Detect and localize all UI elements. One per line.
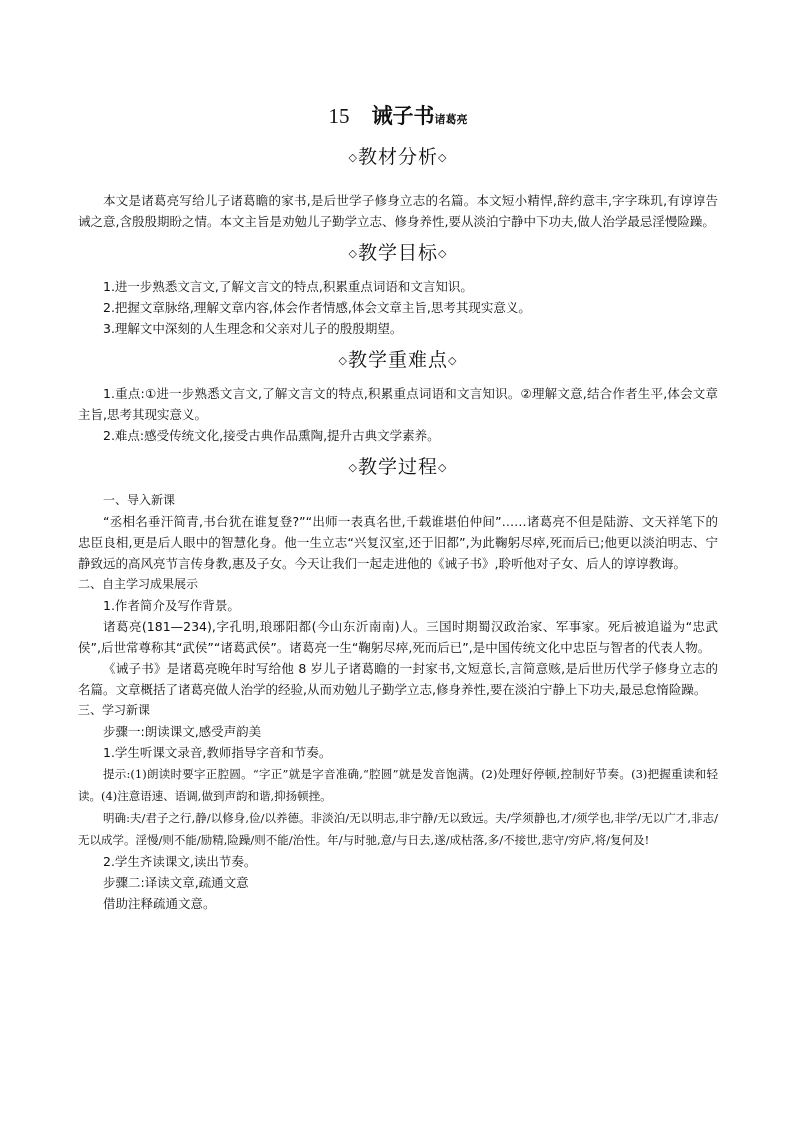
lesson-name: 诫子书 [371, 103, 435, 128]
lesson-title [78, 96, 718, 136]
background-paragraph: 《诫子书》是诸葛亮晚年时写给他 8 岁儿子诸葛瞻的一封家书,文短意长,言简意赅,是后世历代学子修身立志的名篇。文章概括了诸葛亮做人治学的经验,从而劝勉儿子勤学立志,修身养性,要在淡泊宁静上下功夫,最忌怠惰险躁。 [78, 661, 718, 697]
section-heading-process [78, 450, 718, 484]
section-heading-text: 教学目标 [357, 242, 438, 264]
diamond-icon: ◇ [448, 354, 458, 367]
process-heading-3: 三、学习新课 [78, 703, 151, 717]
step-heading: 步骤一:朗读课文,感受声韵美 [103, 724, 262, 739]
goal-item: 1.进一步熟悉文言文,了解文言文的特点,积累重点词语和文言知识。 [103, 279, 473, 294]
diamond-icon: ◇ [348, 247, 358, 260]
section-heading-key-points [78, 343, 718, 377]
section-heading-goals [78, 236, 718, 270]
step-item: 2.学生齐读课文,读出节奏。 [103, 854, 257, 869]
intro-paragraph: “丞相名垂汗简青,书台犹在谁复登?”“出师一表真名世,千载谁堪伯仲间”……诸葛亮不但是陆游、文天祥笔下的忠臣良相,更是后人眼中的智慧化身。他一生立志“兴复汉室,还于旧都”,为此鞠躬尽瘁,死而后已;他更以淡泊明志、宁静致远的高风亮节言传身教,惠及子女。今天让我们一起走进他的《诫子书》,聆听他对子女、后人的谆谆教诲。 [78, 514, 718, 571]
section-heading-analysis [78, 140, 718, 174]
goal-item: 2.把握文章脉络,理解文章内容,体会作者情感,体会文章主旨,思考其现实意义。 [103, 300, 531, 315]
process-heading-2: 二、自主学习成果展示 [78, 577, 199, 591]
lesson-number: 15 [328, 104, 350, 128]
author-bio-paragraph: 诸葛亮(181—234),字孔明,琅琊阳都(今山东沂南南)人。三国时期蜀汉政治家、军事家。死后被追谥为“忠武侯”,后世常尊称其“武侯”“诸葛武侯”。诸葛亮一生“鞠躬尽瘁,死而后已”,是中国传统文化中忠臣与智者的代表人物。 [78, 619, 718, 655]
section-heading-text: 教学重难点 [347, 349, 448, 371]
subsection-heading: 1.作者简介及写作背景。 [103, 598, 240, 613]
diamond-icon: ◇ [348, 461, 358, 474]
clarify-paragraph: 明确:夫/君子之行,静/以修身,俭/以养德。非淡泊/无以明志,非宁静/无以致远。夫/学须静也,才/须学也,非学/无以广才,非志/无以成学。淫慢/则不能/励精,险躁/则不能/治性。年/与时驰,意/与日去,遂/成枯落,多/不接世,悲守/穷庐,将/复何及! [78, 811, 718, 847]
tip-paragraph: 提示:(1)朗读时要字正腔圆。“字正”就是字音准确,“腔圆”就是发音饱满。(2)处理好停顿,控制好节奏。(3)把握重读和轻读。(4)注意语速、语调,做到声韵和谐,抑扬顿挫。 [78, 767, 718, 803]
diamond-icon: ◇ [438, 151, 448, 164]
goal-item: 3.理解文中深刻的人生理念和父亲对儿子的殷殷期望。 [103, 321, 403, 336]
step-heading: 步骤二:译读文章,疏通文意 [103, 875, 249, 890]
process-heading-1: 一、导入新课 [103, 493, 176, 507]
step-text: 借助注释疏通文意。 [103, 896, 216, 911]
key-point-item: 1.重点:①进一步熟悉文言文,了解文言文的特点,积累重点词语和文言知识。②理解文意,结合作者生平,体会文章主旨,思考其现实意义。 [78, 386, 718, 422]
section-heading-text: 教学过程 [357, 456, 438, 478]
step-item: 1.学生听课文录音,教师指导字音和节奏。 [103, 745, 332, 760]
lesson-author: 诸葛亮 [434, 113, 468, 126]
diamond-icon: ◇ [348, 151, 358, 164]
diamond-icon: ◇ [338, 354, 348, 367]
document-page [78, 96, 718, 914]
key-point-item: 2.难点:感受传统文化,接受古典作品熏陶,提升古典文学素养。 [103, 428, 440, 443]
analysis-paragraph: 本文是诸葛亮写给儿子诸葛瞻的家书,是后世学子修身立志的名篇。本文短小精悍,辞约意丰,字字珠玑,有谆谆告诫之意,含殷殷期盼之情。本文主旨是劝勉儿子勤学立志、修身养性,要从淡泊宁静中下功夫,做人治学最忌淫慢险躁。 [78, 193, 718, 229]
diamond-icon: ◇ [438, 461, 448, 474]
section-heading-text: 教材分析 [357, 146, 438, 168]
diamond-icon: ◇ [438, 247, 448, 260]
